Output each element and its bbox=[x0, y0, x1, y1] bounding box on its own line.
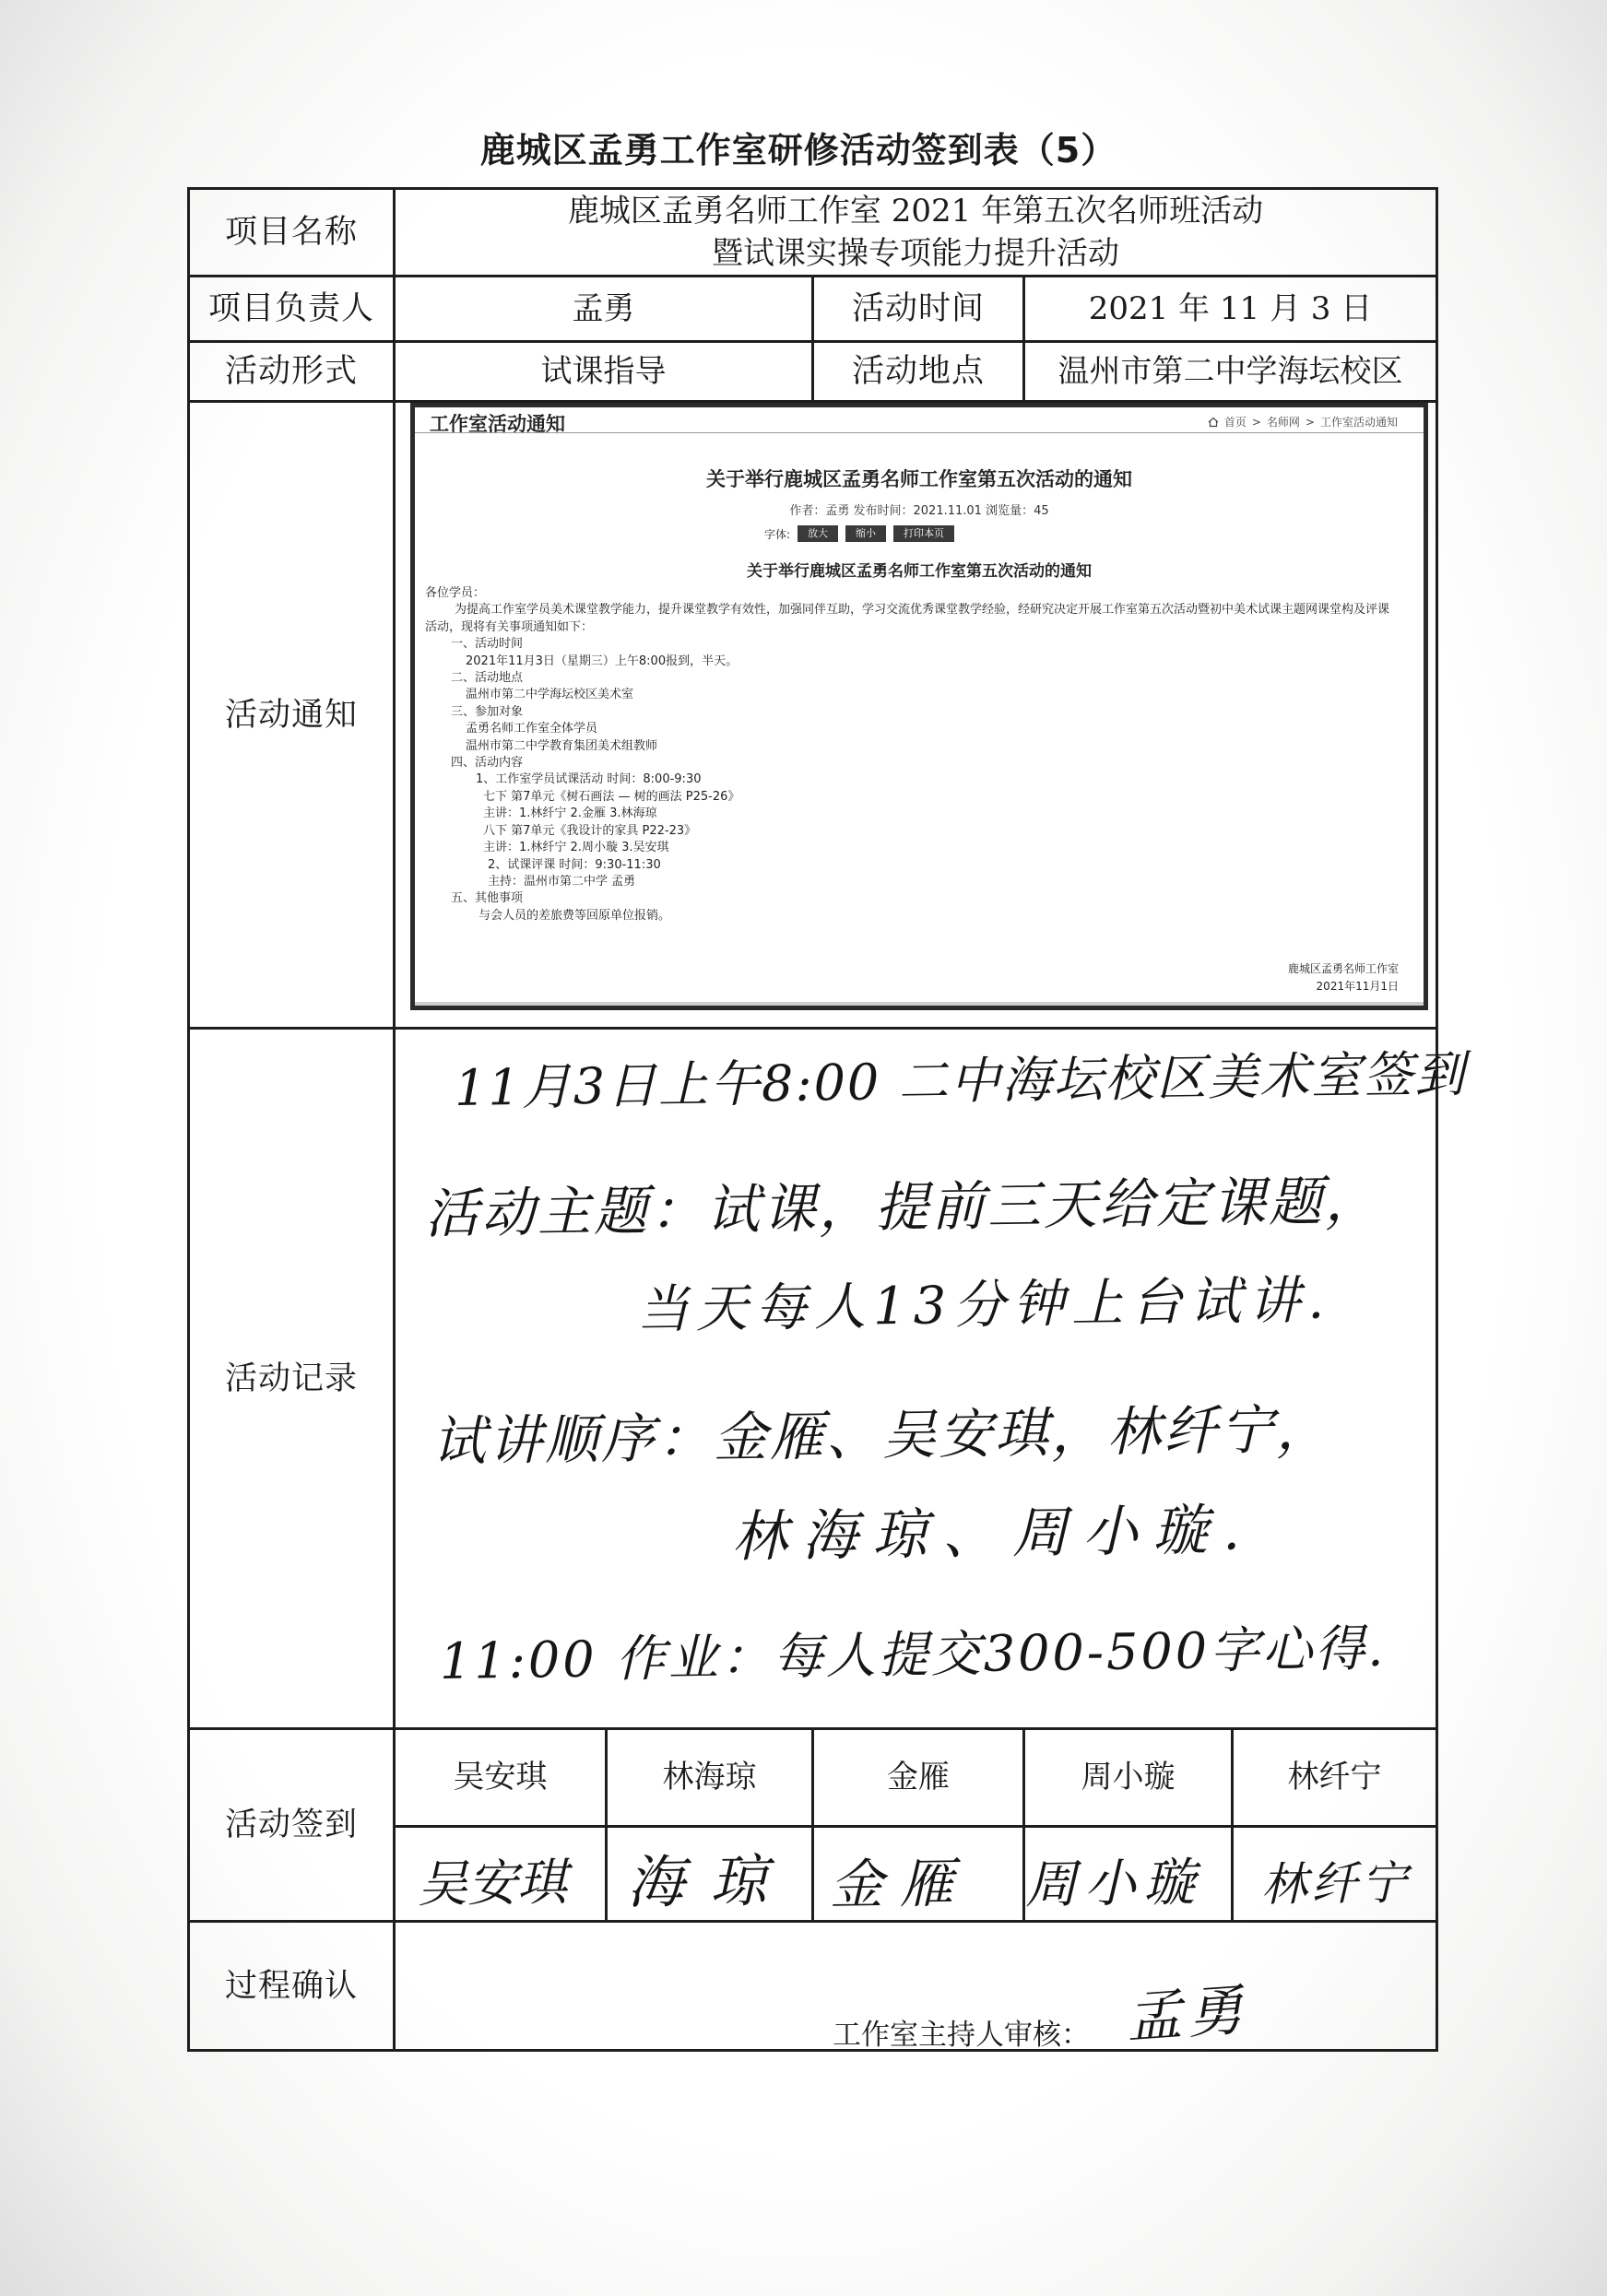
label-leader: 项目负责人 bbox=[189, 277, 395, 342]
notice-line: 1、工作室学员试课活动 时间：8:00-9:30 bbox=[476, 772, 702, 787]
record-line-5: 林海琼、周小璇. bbox=[731, 1498, 1256, 1570]
notice-line: 三、参加对象 bbox=[451, 704, 524, 719]
notice-line: 2、试课评课 时间：9:30-11:30 bbox=[488, 857, 661, 872]
signin-name-2: 林海琼 bbox=[607, 1729, 813, 1827]
notice-meta: 作者：孟勇 发布时间：2021.11.01 浏览量：45 bbox=[789, 504, 1049, 518]
project-name-line-2: 暨试课实操专项能力提升活动 bbox=[712, 235, 1120, 272]
value-project-name bbox=[395, 189, 1437, 277]
label-record: 活动记录 bbox=[189, 1029, 395, 1729]
label-project-name: 项目名称 bbox=[189, 189, 395, 277]
notice-line: 五、其他事项 bbox=[451, 891, 524, 906]
signature-5: 林纤宁 bbox=[1260, 1855, 1412, 1912]
signin-name-4: 周小璇 bbox=[1024, 1729, 1233, 1827]
shrink-font-button: 缩小 bbox=[845, 525, 886, 542]
notice-line: 孟勇名师工作室全体学员 bbox=[466, 722, 598, 736]
breadcrumb-item-current: 工作室活动通知 bbox=[1319, 416, 1398, 429]
print-page-button: 打印本页 bbox=[893, 525, 954, 542]
label-signin: 活动签到 bbox=[189, 1729, 395, 1922]
notice-line: 温州市第二中学教育集团美术组教师 bbox=[466, 738, 658, 753]
value-form: 试课指导 bbox=[395, 342, 813, 402]
project-name-line-1: 鹿城区孟勇名师工作室 2021 年第五次名师班活动 bbox=[567, 193, 1264, 230]
reviewer-signature: 孟勇 bbox=[1124, 1977, 1251, 2051]
notice-line: 四、活动内容 bbox=[451, 756, 524, 771]
notice-signoff-org: 鹿城区孟勇名师工作室 bbox=[1287, 962, 1399, 975]
notice-greeting: 各位学员： bbox=[425, 586, 486, 600]
breadcrumb-separator: > bbox=[1251, 415, 1261, 429]
record-line-3: 当天每人13分钟上台试讲. bbox=[636, 1270, 1332, 1340]
notice-line: 七下 第7单元《树石画法 — 树的画法 P25-26》 bbox=[483, 789, 740, 804]
record-line-4: 试讲顺序：金雁、吴安琪，林纤宁， bbox=[431, 1397, 1333, 1473]
breadcrumb bbox=[1208, 414, 1398, 430]
notice-line: 主讲：1.林纤宁 2.周小璇 3.吴安琪 bbox=[483, 841, 669, 855]
signature-1: 吴安琪 bbox=[417, 1853, 568, 1913]
enlarge-font-button: 放大 bbox=[798, 525, 838, 542]
record-line-1: 11月3日上午8:00 二中海坛校区美术室签到 bbox=[454, 1044, 1467, 1117]
font-label: 字体: bbox=[764, 527, 791, 541]
breadcrumb-item-home: 首页 bbox=[1223, 416, 1247, 429]
notice-body bbox=[415, 585, 1424, 924]
notice-line: 温州市第二中学海坛校区美术室 bbox=[466, 688, 634, 702]
signature-3: 金雁 bbox=[829, 1851, 971, 1916]
home-icon bbox=[1208, 417, 1219, 428]
notice-intro: 为提高工作室学员美术课堂教学能力，提升课堂教学有效性，加强同伴互助，学习交流优秀课堂教学经验，经研究决定开展工作室第五次活动暨初中美术试课主题网课堂构及评课活动，现将有关事项通知如下： bbox=[425, 603, 1390, 634]
breadcrumb-item-site: 名师网 bbox=[1266, 416, 1300, 429]
reviewer-label: 工作室主持人审核： bbox=[833, 2019, 1090, 2052]
notice-title: 关于举行鹿城区孟勇名师工作室第五次活动的通知 bbox=[706, 468, 1132, 490]
font-tools bbox=[764, 525, 954, 542]
label-notice: 活动通知 bbox=[189, 402, 395, 1029]
record-line-2: 活动主题：试课，提前三天给定课题， bbox=[424, 1169, 1382, 1245]
notice-screenshot bbox=[410, 403, 1428, 1010]
record-line-6: 11:00 作业：每人提交300-500字心得. bbox=[439, 1619, 1387, 1690]
label-confirm: 过程确认 bbox=[189, 1922, 395, 2051]
notice-line: 一、活动时间 bbox=[451, 637, 524, 652]
label-time: 活动时间 bbox=[813, 277, 1024, 342]
value-time: 2021 年 11 月 3 日 bbox=[1024, 277, 1437, 342]
notice-line: 八下 第7单元《我设计的家具 P22-23》 bbox=[483, 823, 697, 838]
signin-name-5: 林纤宁 bbox=[1233, 1729, 1437, 1827]
breadcrumb-separator: > bbox=[1305, 415, 1315, 429]
notice-subtitle: 关于举行鹿城区孟勇名师工作室第五次活动的通知 bbox=[747, 562, 1092, 581]
signin-name-1: 吴安琪 bbox=[395, 1729, 607, 1827]
signature-2: 海琼 bbox=[626, 1846, 794, 1916]
notice-section-title: 工作室活动通知 bbox=[430, 413, 565, 435]
notice-line: 二、活动地点 bbox=[451, 671, 524, 686]
notice-line: 主讲：1.林纤宁 2.金雁 3.林海琼 bbox=[483, 807, 657, 821]
label-form: 活动形式 bbox=[189, 342, 395, 402]
notice-header-divider bbox=[415, 432, 1424, 433]
signin-name-3: 金雁 bbox=[813, 1729, 1024, 1827]
notice-line: 主持：温州市第二中学 孟勇 bbox=[488, 874, 636, 889]
notice-line: 与会人员的差旅费等回原单位报销。 bbox=[479, 908, 671, 923]
document-title: 鹿城区孟勇工作室研修活动签到表（5） bbox=[479, 130, 1117, 171]
notice-line: 2021年11月3日（星期三）上午8:00报到，半天。 bbox=[466, 653, 739, 668]
value-leader: 孟勇 bbox=[395, 277, 813, 342]
signature-4: 周小璇 bbox=[1024, 1853, 1203, 1915]
label-place: 活动地点 bbox=[813, 342, 1024, 402]
notice-signoff-date: 2021年11月1日 bbox=[1316, 980, 1399, 993]
value-place: 温州市第二中学海坛校区 bbox=[1024, 342, 1437, 402]
